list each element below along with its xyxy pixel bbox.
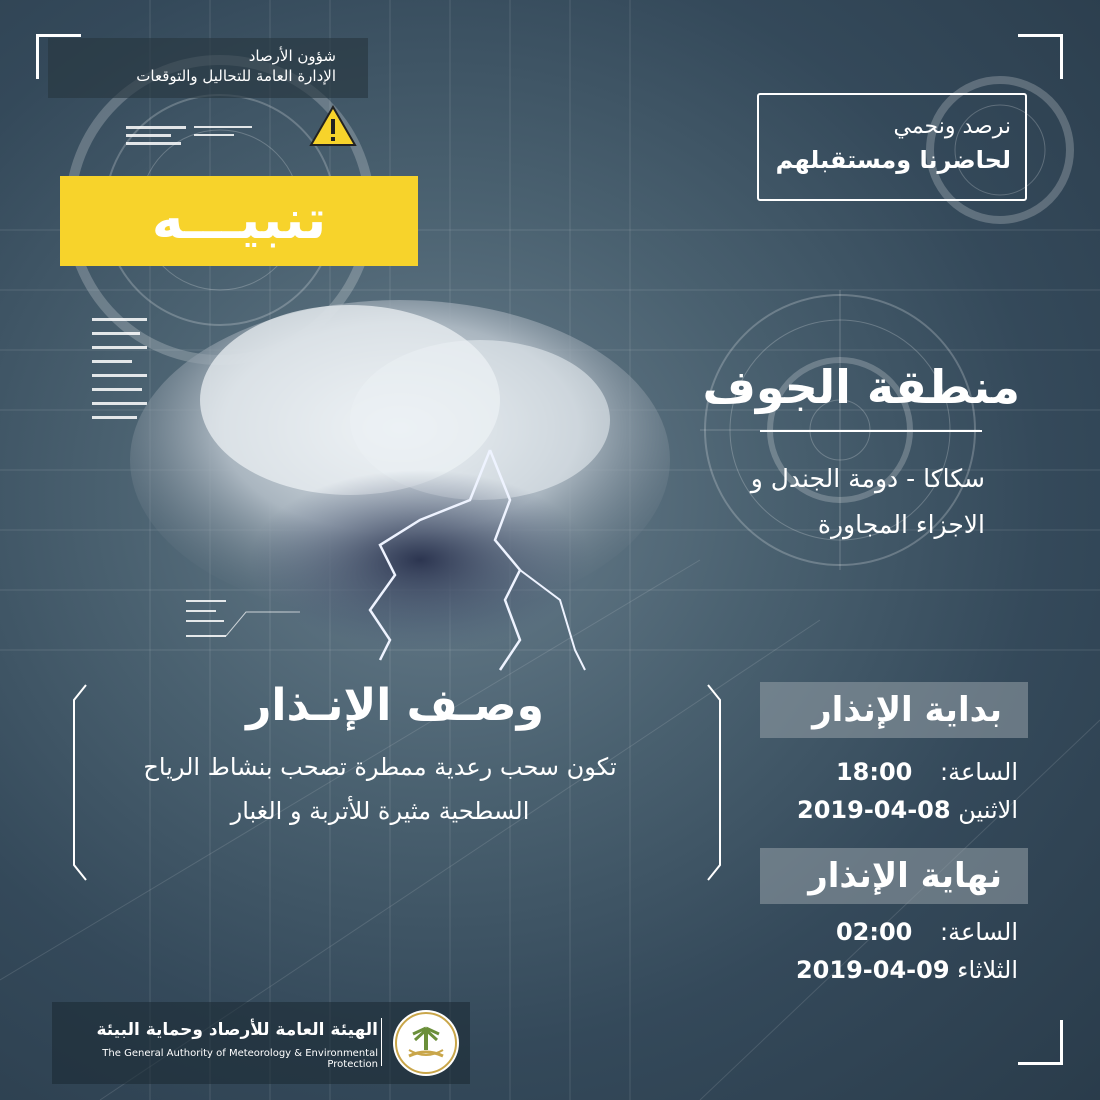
frame-corner-top-right xyxy=(1018,34,1063,79)
department-header xyxy=(48,38,368,98)
warning-start-day: الاثنين xyxy=(958,796,1018,824)
palm-swords-emblem-icon xyxy=(393,1010,459,1076)
description-title: وصـف الإنـذار xyxy=(246,680,544,731)
slogan-box xyxy=(757,93,1027,201)
department-line-1: شؤون الأرصاد xyxy=(248,47,336,65)
slogan-line-2: لحاضرنا ومستقبلهم xyxy=(775,146,1011,174)
warning-start-time: 18:00 xyxy=(835,758,913,786)
warning-end-day: الثلاثاء xyxy=(957,956,1018,984)
warning-start-label-bar xyxy=(760,682,1028,738)
organization-name-english: The General Authority of Meteorology & Environmental Protection xyxy=(102,1048,378,1070)
region-title: منطقة الجوف xyxy=(702,360,1020,414)
warning-end-label: نهاية الإنذار xyxy=(808,856,1002,896)
alert-label-box xyxy=(60,176,418,266)
warning-start-label: بداية الإنذار xyxy=(812,690,1002,730)
warning-start-time-row xyxy=(748,758,1018,786)
warning-triangle-icon xyxy=(308,104,358,148)
warning-end-time-label: الساعة: xyxy=(940,918,1018,946)
description-body xyxy=(90,745,670,833)
description-line-2: السطحية مثيرة للأتربة و الغبار xyxy=(230,797,530,825)
warning-start-date-row xyxy=(748,796,1018,824)
warning-end-time: 02:00 xyxy=(835,918,913,946)
footer-divider xyxy=(381,1018,382,1066)
warning-end-time-row xyxy=(748,918,1018,946)
warning-end-date: 09-04-2019 xyxy=(795,956,950,984)
warning-start-date: 08-04-2019 xyxy=(797,796,951,824)
region-areas xyxy=(700,456,985,548)
region-divider xyxy=(760,430,982,432)
region-areas-line-2: الاجزاء المجاورة xyxy=(817,510,985,539)
slogan-line-1: نرصد ونحمي xyxy=(893,114,1011,139)
warning-start-time-label: الساعة: xyxy=(940,758,1018,786)
region-areas-line-1: سكاكا - دومة الجندل و xyxy=(750,464,985,493)
warning-end-date-row xyxy=(748,956,1018,984)
description-line-1: تكون سحب رعدية ممطرة تصحب بنشاط الرياح xyxy=(143,753,617,781)
alert-label: تنبيـــه xyxy=(151,188,327,251)
frame-corner-bottom-right xyxy=(1018,1020,1063,1065)
department-line-2: الإدارة العامة للتحاليل والتوقعات xyxy=(136,67,336,85)
warning-end-label-bar xyxy=(760,848,1028,904)
organization-name-arabic: الهيئة العامة للأرصاد وحماية البيئة xyxy=(96,1020,378,1040)
